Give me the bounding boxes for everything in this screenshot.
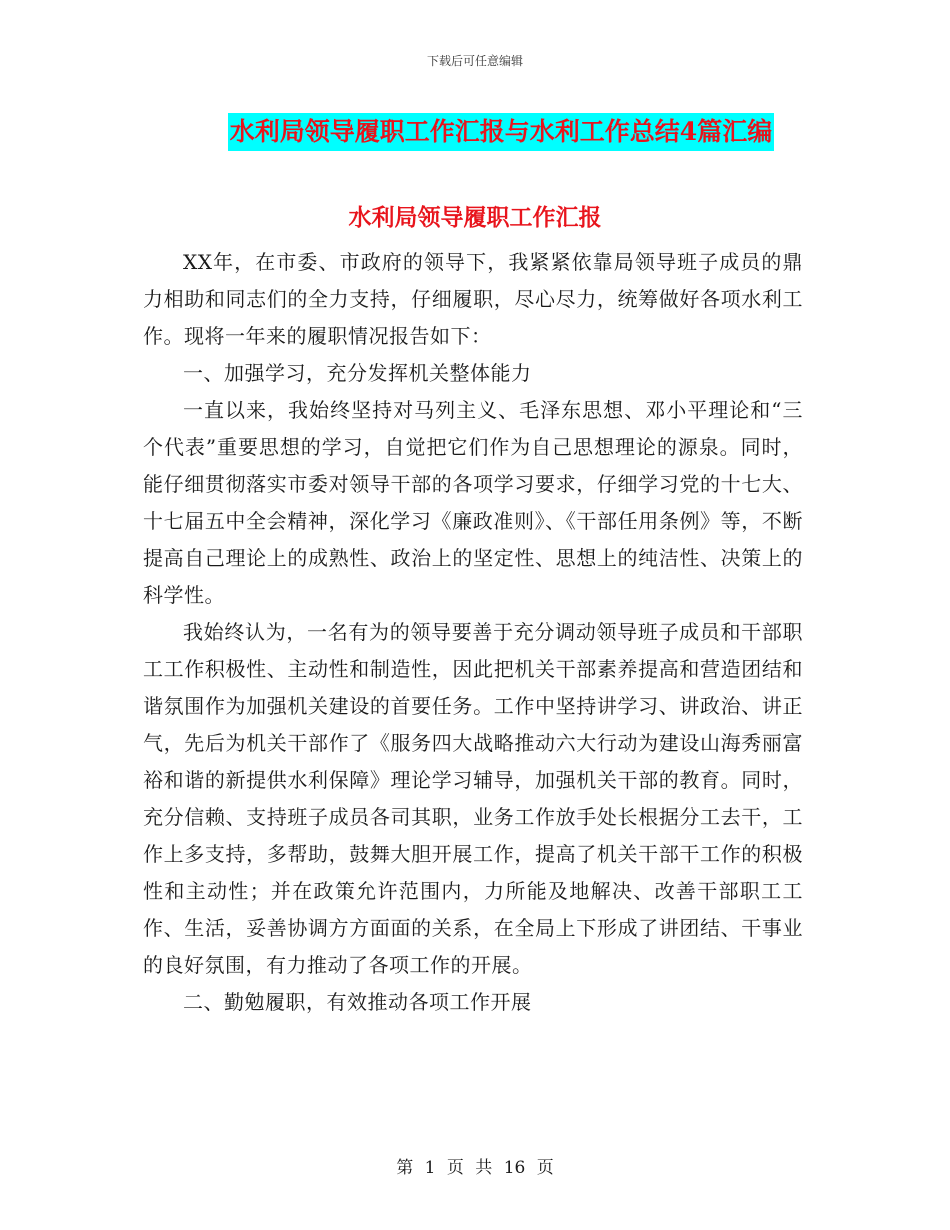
paragraph-leadership: 我始终认为，一名有为的领导要善于充分调动领导班子成员和干部职工工作积极性、主动性和制造性，因此把机关干部素养提高和营造团结和谐氛围作为加强机关建设的首要任务。工作中坚持讲学习、讲政治、讲正气，先后为机关干部作了《服务四大战略推动六大行动为建设山海秀丽富裕和谐的新提供水利保障》理论学习辅导，加强机关干部的教育。同时，充分信赖、支持班子成员各司其职，业务工作放手处长根据分工去干，工作上多支持，多帮助，鼓舞大胆开展工作，提高了机关干部干工作的积极性和主动性；并在政策允许范围内，力所能及地解决、改善干部职工工作、生活，妥善协调方方面面的关系，在全局上下形成了讲团结、干事业的良好氛围，有力推动了各项工作的开展。: [143, 620, 803, 977]
heading-part-one: 一、加强学习，充分发挥机关整体能力: [183, 361, 532, 385]
paragraph-intro: XX年，在市委、市政府的领导下，我紧紧依靠局领导班子成员的鼎力相助和同志们的全力支持，仔细履职，尽心尽力，统筹做好各项水利工作。现将一年来的履职情况报告如下：: [143, 250, 803, 348]
heading-part-two: 二、勤勉履职，有效推动各项工作开展: [183, 990, 532, 1014]
document-body: [143, 244, 803, 1021]
page-number: 第 1 页 共 16 页: [396, 1158, 554, 1178]
section-title: 水利局领导履职工作汇报: [348, 204, 602, 231]
document-title-text: 水利局领导履职工作汇报与水利工作总结4篇汇编: [228, 113, 774, 151]
page-header-note: 下载后可任意编辑: [426, 54, 523, 68]
document-title: [0, 110, 950, 151]
paragraph-study: 一直以来，我始终坚持对马列主义、毛泽东思想、邓小平理论和“三个代表”重要思想的学习，自觉把它们作为自己思想理论的源泉。同时，能仔细贯彻落实市委对领导干部的各项学习要求，仔细学习党的十七大、十七届五中全会精神，深化学习《廉政准则》、《干部任用条例》等，不断提高自己理论上的成熟性、政治上的坚定性、思想上的纯洁性、决策上的科学性。: [143, 398, 803, 607]
